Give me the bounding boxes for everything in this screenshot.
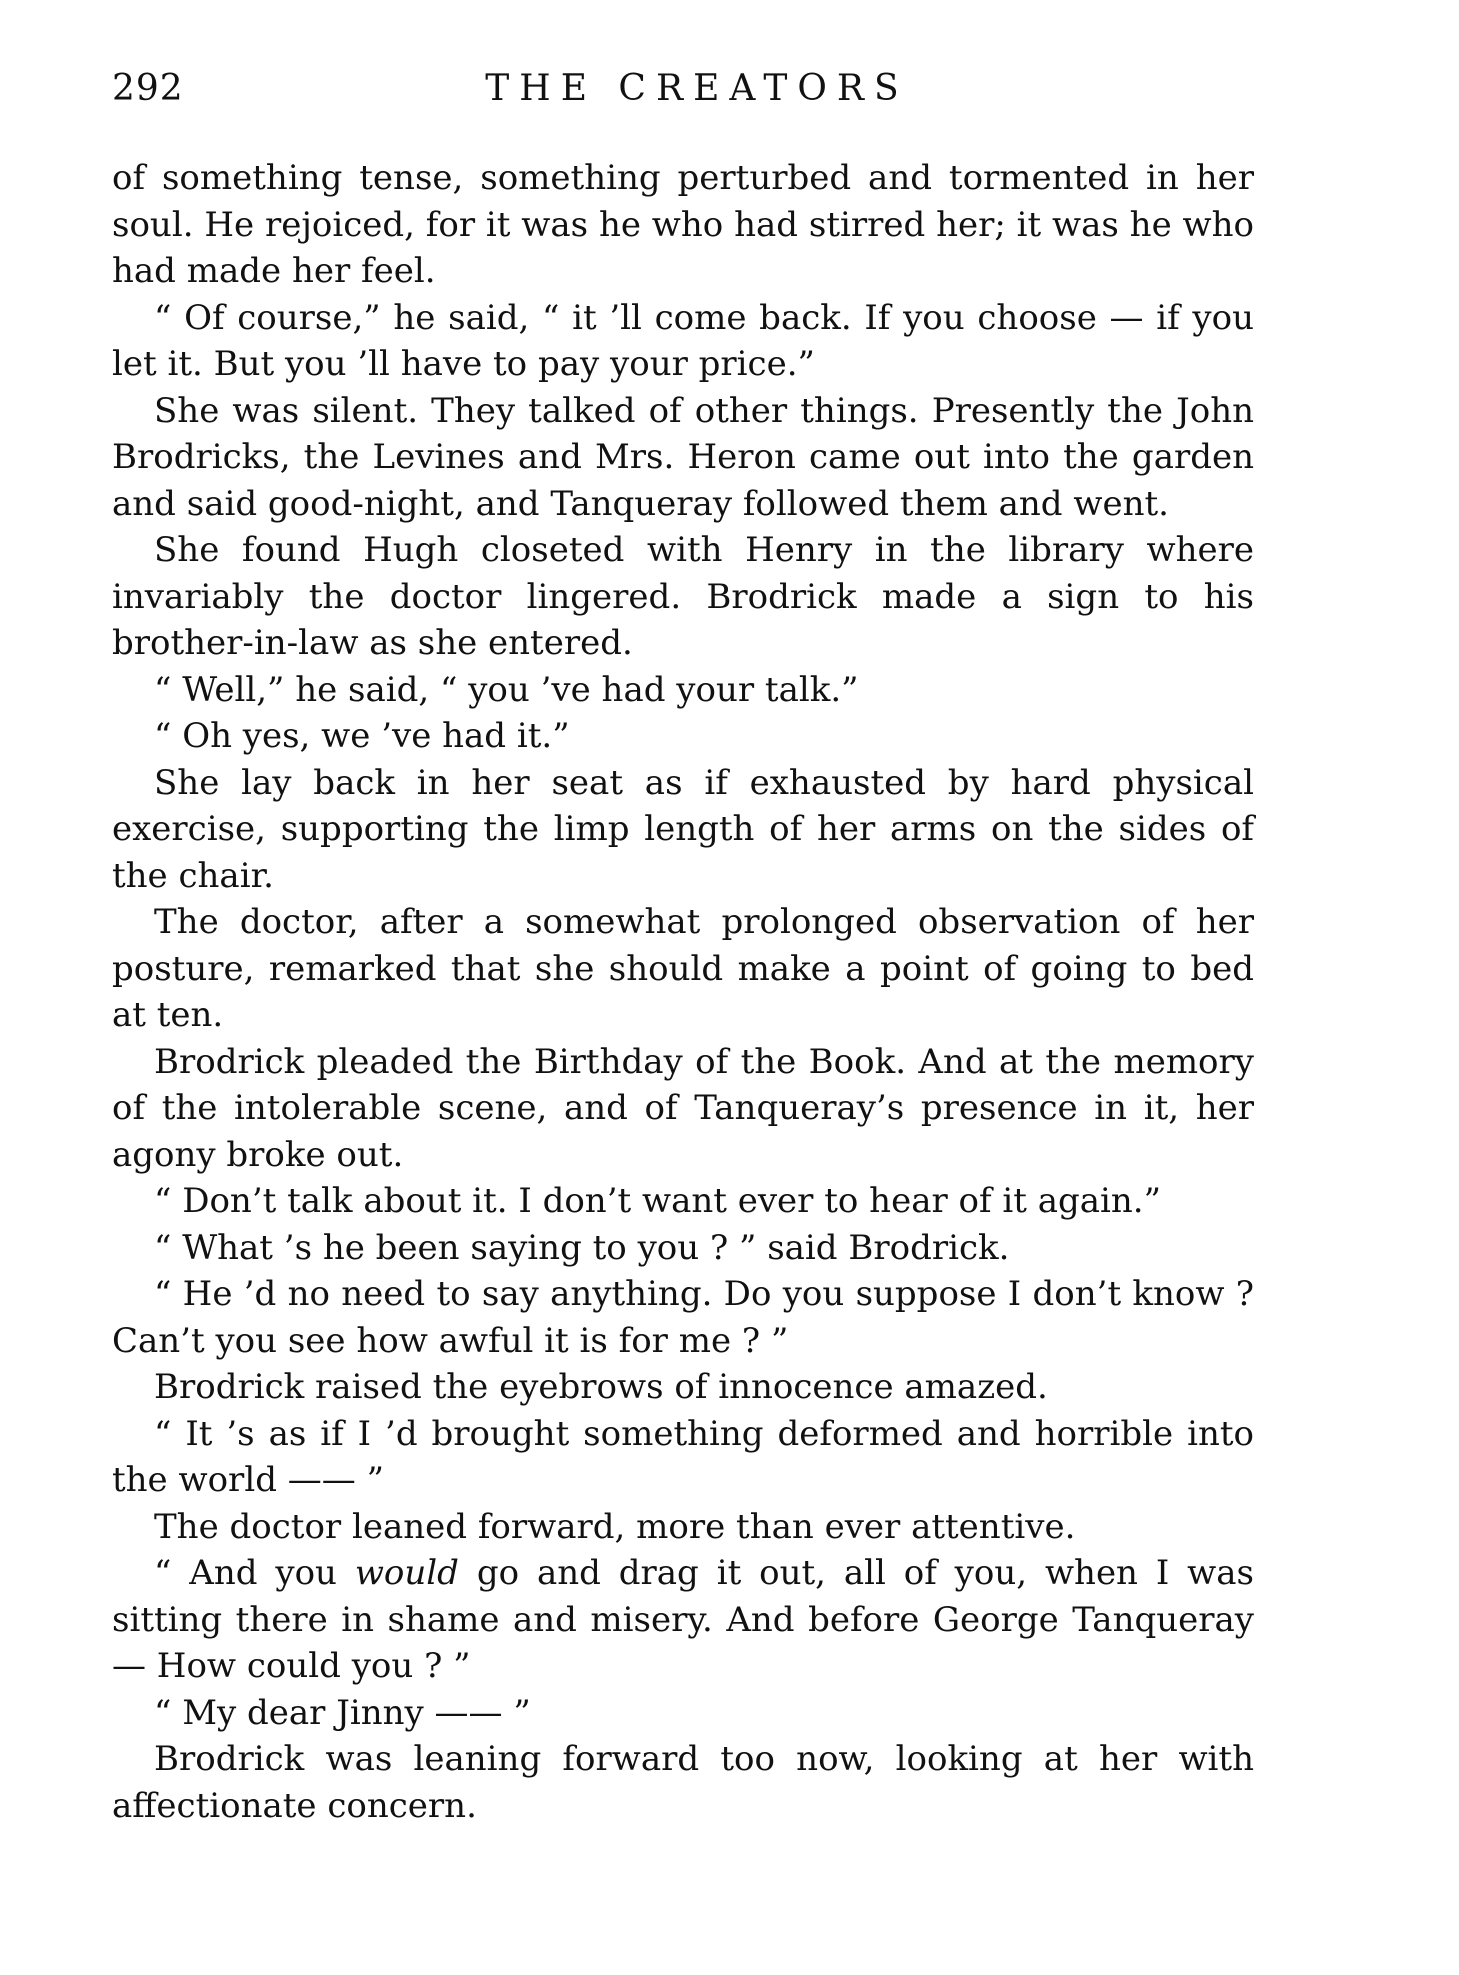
paragraph: “ What ’s he been saying to you ? ” said Brodrick. [154, 1227, 1010, 1268]
emphasis-word: would [354, 1553, 459, 1593]
paragraph: Brodrick raised the eyebrows of innocence amazed. [154, 1367, 1048, 1407]
paragraph: She found Hugh closeted with Henry in the library where invariably the doctor lingered. Brodrick made a sign to his brother-in-law as she entered. [112, 530, 1254, 663]
paragraph: “ Oh yes, we ’ve had it.” [154, 716, 570, 756]
text-run: go and drag it out, all of you, when I was sitting there in shame and misery. And before George Tanqueray — How could you ? ” [112, 1553, 1254, 1686]
paragraph: Brodrick was leaning forward too now, looking at her with affectionate concern. [112, 1739, 1254, 1826]
paragraph: “ It ’s as if I ’d brought something deformed and horrible into the world —— ” [112, 1413, 1254, 1500]
paragraph: She lay back in her seat as if exhausted by hard physical exercise, supporting the limp length of her arms on the sides of the chair. [112, 762, 1254, 896]
paragraph-continuation: of something tense, something perturbed and tormented in her soul. He rejoiced, for it was he who had stirred her; it was he who had made her feel. [112, 158, 1254, 291]
paragraph: “ He ’d no need to say anything. Do you suppose I don’t know ? Can’t you see how awful it is for me ? ” [112, 1274, 1254, 1361]
paragraph: “ Don’t talk about it. I don’t want ever to hear of it again.” [154, 1181, 1162, 1221]
paragraph: Brodrick pleaded the Birthday of the Book. And at the memory of the intolerable scene, and of Tanqueray’s presence in it, her agony broke out. [112, 1041, 1254, 1175]
paragraph: “ My dear Jinny —— ” [154, 1692, 531, 1733]
paragraph: “ Of course,” he said, “ it ’ll come back. If you choose — if you let it. But you ’ll have to pay your price.” [112, 297, 1254, 384]
running-title: THE CREATORS [485, 68, 909, 109]
paragraph-with-emphasis [112, 1550, 1254, 1690]
paragraph: The doctor leaned forward, more than ever attentive. [154, 1506, 1076, 1547]
paragraph: The doctor, after a somewhat prolonged observation of her posture, remarked that she should make a point of going to bed at ten. [112, 902, 1254, 1035]
page-number: 292 [112, 68, 184, 109]
text-run: “ And you [154, 1553, 355, 1593]
running-head [112, 68, 1252, 120]
paragraph: “ Well,” he said, “ you ’ve had your talk.” [154, 669, 859, 710]
body-text [112, 155, 1254, 1829]
paragraph: She was silent. They talked of other things. Presently the John Brodricks, the Levines and Mrs. Heron came out into the garden and said good-night, and Tanqueray followed them and went. [112, 390, 1254, 524]
